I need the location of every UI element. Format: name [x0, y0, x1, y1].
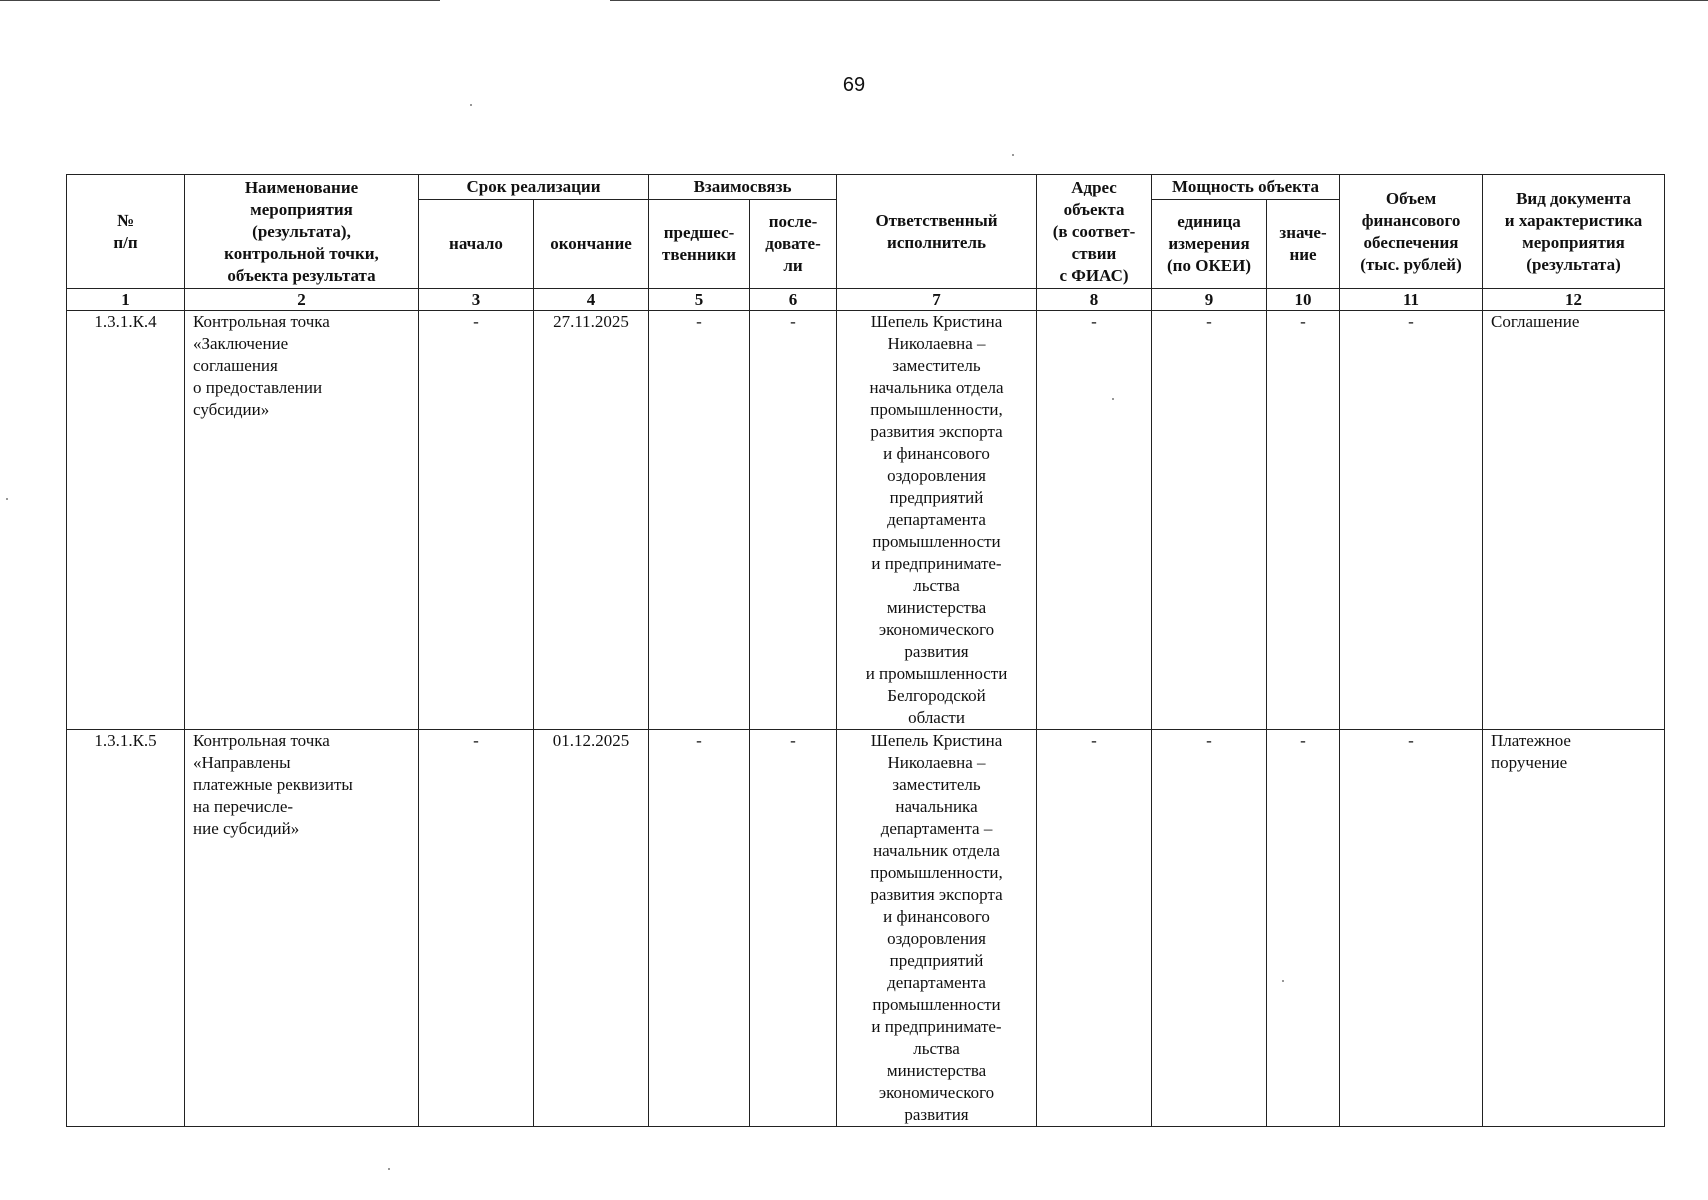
header-num: № п/п	[67, 175, 185, 289]
header-term-end: окончание	[534, 200, 649, 289]
column-number: 2	[185, 289, 419, 311]
header-responsible: Ответственный исполнитель	[837, 175, 1037, 289]
row-num: 1.3.1.К.5	[67, 730, 185, 1127]
row-name: Контрольная точка «Заключение соглашения о предоставлении субсидии»	[185, 311, 419, 730]
row-value: -	[1267, 311, 1340, 730]
row-doc-type: Соглашение	[1483, 311, 1665, 730]
column-number: 1	[67, 289, 185, 311]
header-name: Наименование мероприятия (результата), контрольной точки, объекта результата	[185, 175, 419, 289]
row-num: 1.3.1.К.4	[67, 311, 185, 730]
scan-speck	[1012, 154, 1014, 156]
row-name: Контрольная точка «Направлены платежные реквизиты на перечисле- ние субсидий»	[185, 730, 419, 1127]
header-capacity-unit: единица измерения (по ОКЕИ)	[1152, 200, 1267, 289]
row-address: -	[1037, 730, 1152, 1127]
header-funding: Объем финансового обеспечения (тыс. рублей)	[1340, 175, 1483, 289]
results-table	[66, 174, 1665, 1127]
scan-edge-line	[0, 0, 440, 1]
row-prev: -	[649, 730, 750, 1127]
scan-speck	[6, 498, 8, 500]
row-funding: -	[1340, 311, 1483, 730]
header-link-prev: предшес- твенники	[649, 200, 750, 289]
scan-speck	[470, 104, 472, 106]
column-number: 10	[1267, 289, 1340, 311]
row-start: -	[419, 730, 534, 1127]
header-link-next: после- довате- ли	[750, 200, 837, 289]
table-row	[67, 730, 1665, 1127]
row-value: -	[1267, 730, 1340, 1127]
header-term-start: начало	[419, 200, 534, 289]
column-number: 12	[1483, 289, 1665, 311]
header-address: Адрес объекта (в соответ- ствии с ФИАС)	[1037, 175, 1152, 289]
column-number-row	[67, 289, 1665, 311]
column-number: 9	[1152, 289, 1267, 311]
row-end: 27.11.2025	[534, 311, 649, 730]
page-number: 69	[842, 74, 866, 96]
row-end: 01.12.2025	[534, 730, 649, 1127]
row-prev: -	[649, 311, 750, 730]
scan-speck	[1112, 398, 1114, 400]
header-link-group: Взаимосвязь	[649, 175, 837, 200]
row-funding: -	[1340, 730, 1483, 1127]
scan-edge-line	[610, 0, 1708, 1]
column-number: 4	[534, 289, 649, 311]
column-number: 7	[837, 289, 1037, 311]
row-responsible: Шепель Кристина Николаевна – заместитель начальника отдела промышленности, развития экспорта и финансового оздоровления предприятий департамента промышленности и предпринимате- льства министерства экономического развития и промышленности Белгородской области	[837, 311, 1037, 730]
row-unit: -	[1152, 311, 1267, 730]
row-next: -	[750, 311, 837, 730]
header-capacity-value: значе- ние	[1267, 200, 1340, 289]
column-number: 8	[1037, 289, 1152, 311]
row-start: -	[419, 311, 534, 730]
header-doc-type: Вид документа и характеристика мероприятия (результата)	[1483, 175, 1665, 289]
column-number: 11	[1340, 289, 1483, 311]
row-unit: -	[1152, 730, 1267, 1127]
scan-speck	[1282, 980, 1284, 982]
row-responsible: Шепель Кристина Николаевна – заместитель начальника департамента – начальник отдела промышленности, развития экспорта и финансового оздоровления предприятий департамента промышленности и предпринимате- льства министерства экономического развития	[837, 730, 1037, 1127]
row-doc-type: Платежное поручение	[1483, 730, 1665, 1127]
scan-speck	[388, 1168, 390, 1170]
header-row-groups	[67, 175, 1665, 200]
column-number: 6	[750, 289, 837, 311]
column-number: 3	[419, 289, 534, 311]
column-number: 5	[649, 289, 750, 311]
table-row	[67, 311, 1665, 730]
row-address: -	[1037, 311, 1152, 730]
header-capacity-group: Мощность объекта	[1152, 175, 1340, 200]
header-term-group: Срок реализации	[419, 175, 649, 200]
row-next: -	[750, 730, 837, 1127]
